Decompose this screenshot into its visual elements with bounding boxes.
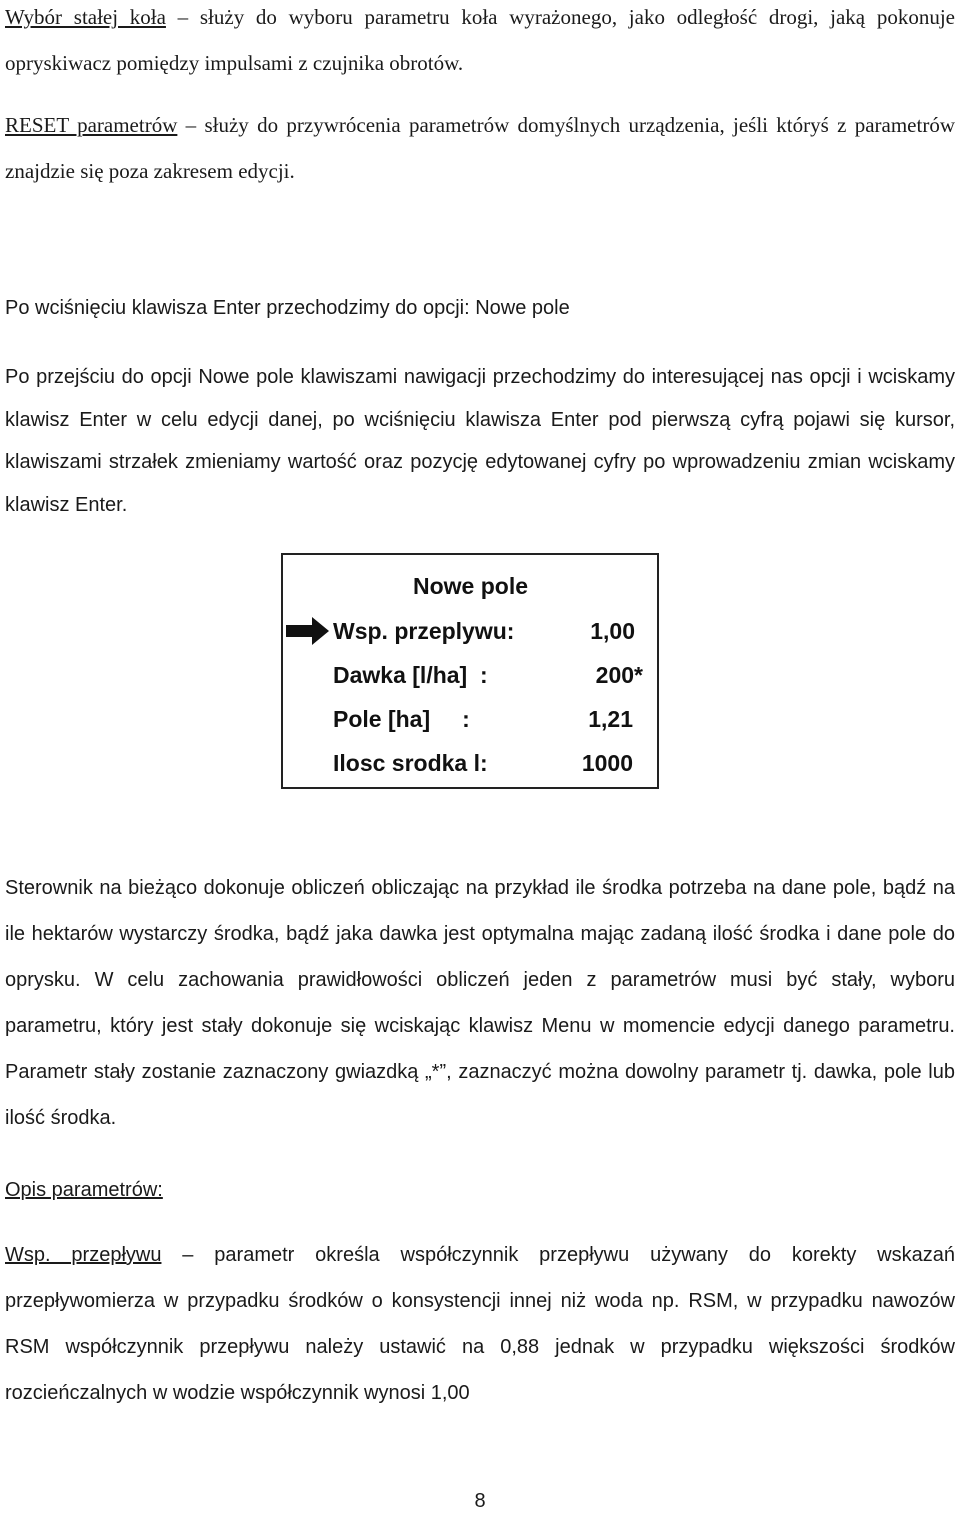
section-heading-parameters: Opis parametrów: bbox=[5, 1179, 163, 1201]
desc-flow-coefficient: – parametr określa współczynnik przepływu używany do korekty wskazań przepływomierza w przypadku środków o konsystencji innej niż woda np. RSM, w przypadku nawozów RSM współczynnik przepływu należy ustawić na 0,88 jednak w przypadku większości środków rozcieńczalnych w wodzie współczynnik wynosi 1,00 bbox=[5, 1244, 955, 1404]
paragraph-new-field-instructions: Po przejściu do opcji Nowe pole klawiszami nawigacji przechodzimy do interesującej nas opcji i wciskamy klawisz Enter w celu edycji danej, po wciśnięciu klawisza Enter pod pierwszą cyfrą pojawi się kursor, klawiszami strzałek zmieniamy wartość oraz pozycję edytowanej cyfry po wprowadzeniu zmian wciskamy klawisz Enter. bbox=[5, 366, 955, 516]
paragraph-wheel-constant bbox=[5, 0, 955, 86]
paragraph-calculations: Sterownik na bieżąco dokonuje obliczeń obliczając na przykład ile środka potrzeba na dane pole, bądź na ile hektarów wystarczy środka, bądź jaka dawka jest optymalna mając zadaną ilość środka i dane pole do oprysku. W celu zachowania prawidłowości obliczeń jeden z parametrów musi być stały, wyboru parametru, który jest stały dokonuje się wciskając klawisz Menu w momencie edycji danego parametru. Parametr stały zostanie zaznaczony gwiazdką „*”, zaznaczyć można dowolny parametr tj. dawka, pole lub ilość środka. bbox=[5, 877, 955, 1129]
lcd-row bbox=[333, 706, 653, 736]
lcd-title: Nowe pole bbox=[413, 573, 529, 599]
page-number: 8 bbox=[474, 1490, 486, 1512]
lcd-row-label: Wsp. przeplywu: bbox=[333, 618, 515, 644]
lcd-row-label: Dawka [l/ha] : bbox=[333, 662, 488, 688]
paragraph-reset-parameters bbox=[5, 102, 955, 194]
lcd-row-value: 1000 bbox=[581, 750, 633, 776]
lcd-row-label: Pole [ha] : bbox=[333, 706, 470, 732]
desc-reset-parameters: – służy do przywrócenia parametrów domyślnych urządzenia, jeśli któryś z parametrów znajdzie się poza zakresem edycji. bbox=[5, 113, 955, 183]
term-wheel-constant: Wybór stałej koła bbox=[5, 5, 166, 29]
arrow-right-icon bbox=[286, 616, 330, 646]
lcd-row bbox=[333, 750, 653, 780]
term-flow-coefficient: Wsp. przepływu bbox=[5, 1244, 162, 1266]
lcd-row-value: 1,00 bbox=[590, 618, 635, 644]
paragraph-enter-new-field: Po wciśnięciu klawisza Enter przechodzimy do opcji: Nowe pole bbox=[5, 297, 570, 319]
lcd-row bbox=[333, 618, 653, 648]
lcd-row-value: 1,21 bbox=[588, 706, 633, 732]
lcd-row-value: 200* bbox=[595, 662, 643, 688]
desc-wheel-constant: – służy do wyboru parametru koła wyrażonego, jako odległość drogi, jaką pokonuje opryskiwacz pomiędzy impulsami z czujnika obrotów. bbox=[5, 5, 955, 75]
term-reset-parameters: RESET parametrów bbox=[5, 113, 178, 137]
lcd-row-label: Ilosc srodka l: bbox=[333, 750, 488, 776]
paragraph-flow-coefficient bbox=[5, 1232, 955, 1416]
lcd-row bbox=[333, 662, 653, 692]
lcd-display bbox=[281, 553, 659, 789]
